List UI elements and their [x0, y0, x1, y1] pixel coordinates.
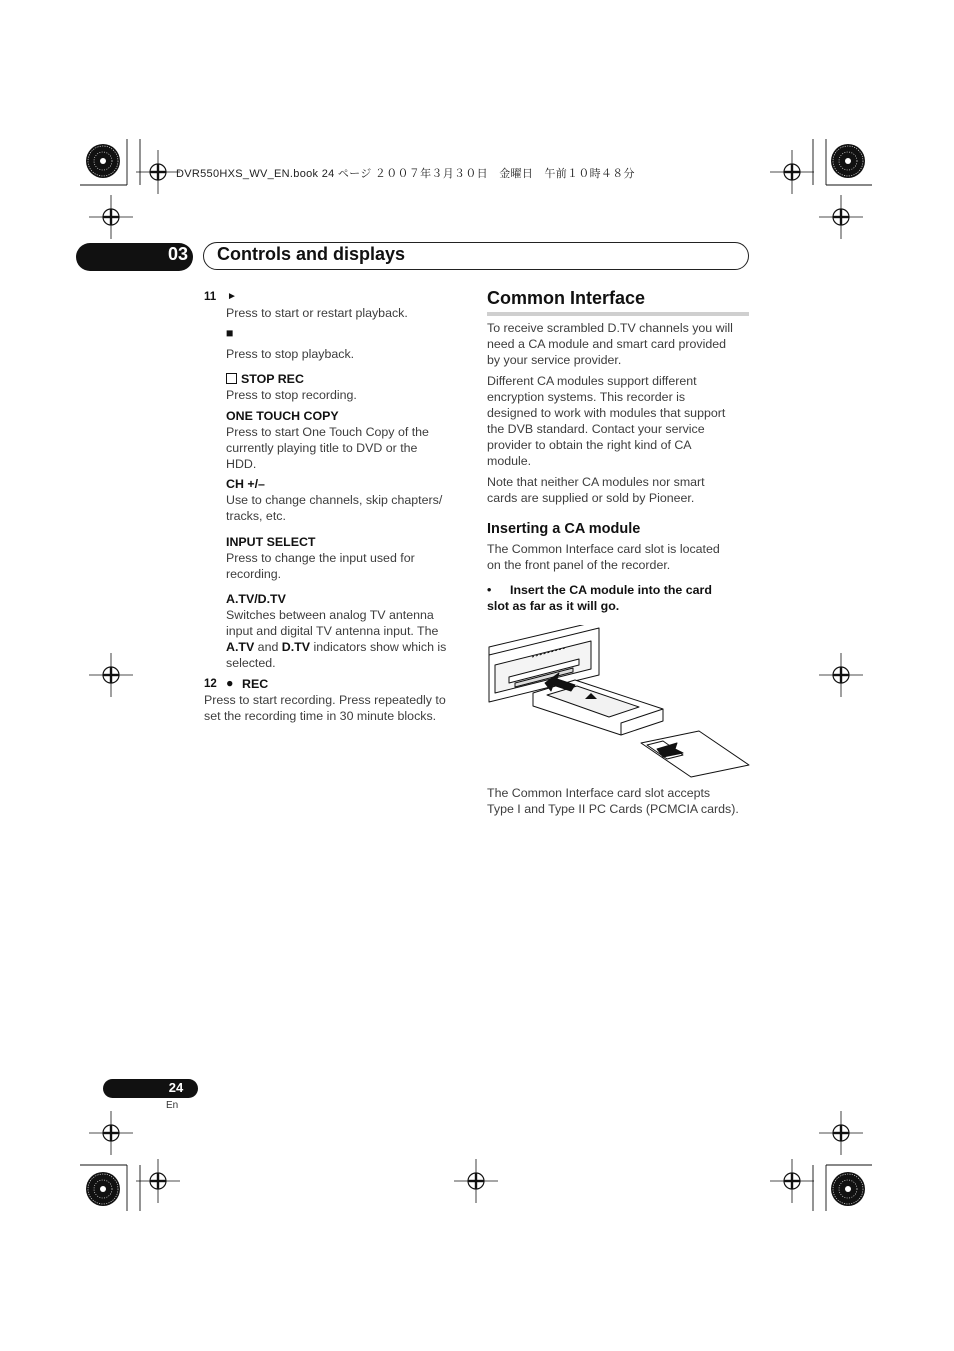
p3-line-1: Note that neither CA modules nor smart [487, 475, 705, 489]
input-select-line-2: recording. [226, 567, 282, 581]
stop-rec-description: Press to stop recording. [226, 388, 357, 402]
atv-dtv-line-1: Switches between analog TV antenna [226, 608, 434, 622]
item-12-number: 12 [204, 678, 217, 690]
chapter-number: 03 [167, 244, 188, 264]
p2-line-4: the DVB standard. Contact your service [487, 422, 705, 436]
page-number: 24 [168, 1080, 184, 1095]
rec-icon: ● [226, 676, 234, 690]
input-select-label: INPUT SELECT [226, 535, 316, 549]
p4-line-1: The Common Interface card slot is located [487, 542, 720, 556]
p4-line-2: on the front panel of the recorder. [487, 558, 671, 572]
atv-dtv-line-4: selected. [226, 656, 276, 670]
input-select-line-1: Press to change the input used for [226, 551, 415, 565]
bullet-dot: • [487, 583, 492, 597]
p1-line-2: need a CA module and smart card provided [487, 337, 727, 351]
print-header: DVR550HXS_WV_EN.book 24 ページ ２００７年３月３０日 金曜日 午前１０時４８分 [176, 168, 635, 180]
atv-bold: A.TV [226, 640, 255, 654]
ch-line-1: Use to change channels, skip chapters/ [226, 493, 443, 507]
ch-label: CH +/– [226, 477, 265, 491]
one-touch-copy-line-2: currently playing title to DVD or the [226, 441, 418, 455]
stop-rec-icon [226, 373, 237, 384]
ca-module-illustration [487, 625, 752, 780]
rec-line-1: Press to start recording. Press repeatedly to [204, 693, 446, 707]
play-description: Press to start or restart playback. [226, 306, 408, 320]
stop-description: Press to stop playback. [226, 347, 355, 361]
atv-dtv-label: A.TV/D.TV [226, 592, 286, 606]
stop-rec-heading [226, 371, 304, 387]
dtv-bold: D.TV [281, 640, 311, 654]
p2-line-6: module. [487, 454, 532, 468]
p1-line-3: by your service provider. [487, 353, 622, 367]
ch-line-2: tracks, etc. [226, 509, 286, 523]
p2-line-3: designed to work with modules that support [487, 406, 726, 420]
section-heading-rule [487, 312, 749, 316]
one-touch-copy-label: ONE TOUCH COPY [226, 409, 339, 423]
subheading: Inserting a CA module [487, 521, 641, 537]
section-heading: Common Interface [487, 288, 646, 308]
item-11-number: 11 [204, 291, 217, 303]
atv-rest: indicators show which is [310, 640, 447, 654]
bullet-line-2: slot as far as it will go. [487, 599, 620, 613]
p2-line-5: provider to obtain the right kind of CA [487, 438, 692, 452]
rec-label: REC [242, 677, 269, 691]
one-touch-copy-line-3: HDD. [226, 457, 257, 471]
p1-line-1: To receive scrambled D.TV channels you will [487, 321, 733, 335]
caption-line-1: The Common Interface card slot accepts [487, 786, 711, 800]
stop-rec-label: STOP REC [241, 372, 304, 386]
atv-dtv-line-3 [226, 639, 446, 655]
atv-dtv-line-2: input and digital TV antenna input. The [226, 624, 439, 638]
rec-line-2: set the recording time in 30 minute blocks. [204, 709, 437, 723]
p2-line-2: encryption systems. This recorder is [487, 390, 686, 404]
bullet-line-1: Insert the CA module into the card [510, 583, 712, 597]
p2-line-1: Different CA modules support different [487, 374, 697, 388]
atv-and: and [254, 640, 282, 654]
chapter-title: Controls and displays [217, 244, 406, 264]
p3-line-2: cards are supplied or sold by Pioneer. [487, 491, 695, 505]
play-icon: ► [227, 291, 237, 302]
page-language: En [166, 1100, 179, 1111]
one-touch-copy-line-1: Press to start One Touch Copy of the [226, 425, 429, 439]
caption-line-2: Type I and Type II PC Cards (PCMCIA cards). [487, 802, 739, 816]
stop-icon: ■ [226, 326, 234, 340]
